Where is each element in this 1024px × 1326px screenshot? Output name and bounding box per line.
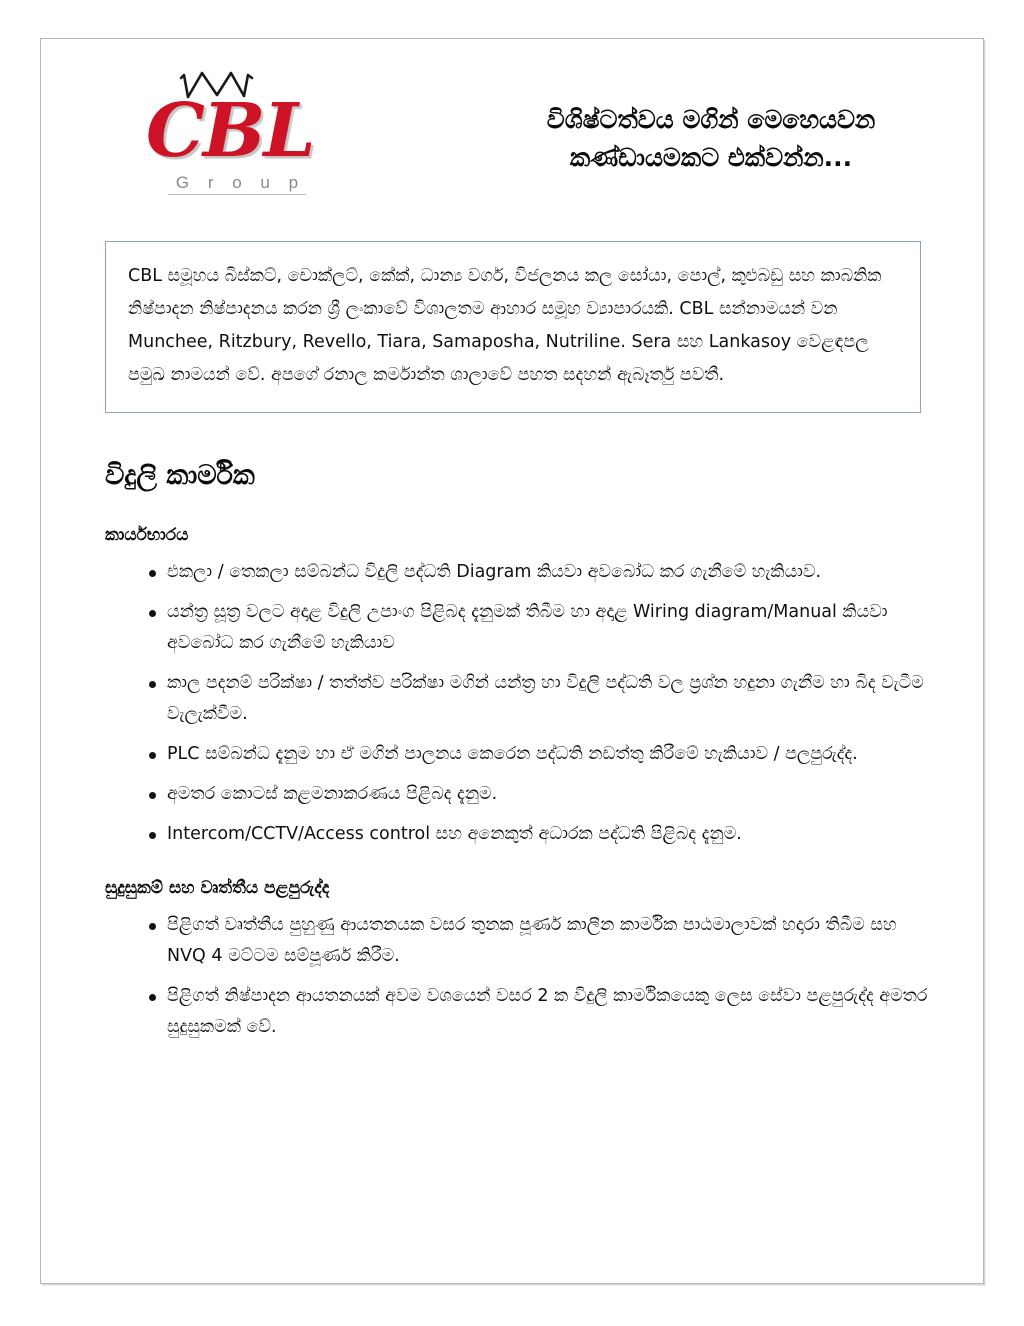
list-item: යන්ත්‍ර සූත්‍ර වලට අදාළ විදුලි උපාංග පිළිබද දැනුමක් තිබීම හා අදාළ Wiring diagram/Manual කියවා අවබෝධ කර ගැනීමේ හැකියාව [105, 597, 935, 659]
document-header [41, 39, 983, 217]
list-item: කාල පදනම් පරික්ෂා / තත්ත්ව පරික්ෂා මගින් යන්ත්‍ර හා විදුලි පද්ධති වල ප්‍රශ්න හදුනා ගැනීම හා බිද වැටීම වැලැක්වීම. [105, 668, 935, 730]
page-headline [461, 101, 961, 177]
responsibilities-heading: කාර්යභාරය [105, 525, 189, 545]
headline-line-1: විශිෂ්ටත්වය මගින් මෙහෙයවන [546, 105, 876, 134]
list-item: Intercom/CCTV/Access control සහ අනෙකුත් අධාරක පද්ධති පිළිබද දැනුම. [105, 819, 935, 850]
company-intro-text: CBL සමූහය බිස්කට්, චොක්ලට්, කේක්, ධාන්‍ය වර්ග, විජලනය කල සෝයා, පොල්, කුළුබඩු සහ කාබනික නිෂ්පාදන නිෂ්පාදනය කරන ශ්‍රී ලංකාවේ විශාලතම ආහාර සමූහ ව්‍යාපාරයකි. CBL සන්නාමයන් වන Munchee, Ritzbury, Revello, Tiara, Samaposha, Nutriline. Sera සහ Lankasoy වෙළඳපල පමුඛ නාමයන් වේ. අපගේ රනාල කර්මාන්ත ශාලාවේ පහත සදහන් ඇබෑර්තු පවතී. [128, 266, 882, 385]
logo-subtitle: G r o u p [168, 173, 306, 195]
list-item: අමතර කොටස් කළමනාකරණය පිළිබද දැනුම. [105, 779, 935, 810]
logo-wordmark: CBL [146, 88, 314, 174]
qualifications-list [105, 910, 935, 1043]
headline-line-2: කණ්ඩායමකට එක්වන්න... [569, 143, 853, 172]
responsibilities-list [105, 557, 935, 850]
company-intro-box [105, 241, 921, 413]
qualifications-heading: සුදුසුකම් සහ වෘත්තීය පළපුරුද්ද [105, 878, 330, 898]
list-item: පිළිගත් නිෂ්පාදන ආයතනයක් අවම වශයෙන් වසර 2 ක විදුලි කාර්මිකයෙකු ලෙස සේවා පළපුරුද්ද අමතර සුදුසුකමක් වේ. [105, 981, 935, 1043]
cbl-group-logo [146, 69, 326, 201]
job-listing-body [105, 459, 935, 1052]
job-title: විදුලි කාර්මික [105, 460, 255, 491]
list-item: එකලා / තෙකලා සම්බන්ධ විදුලි පද්ධති Diagram කියවා අවබෝධ කර ගැනීමේ හැකියාව. [105, 557, 935, 588]
list-item: පිළිගත් වෘත්තීය පුහුණු ආයතනයක වසර තුනක පූර්ණ කාලීන කාර්මික පාඨමාලාවක් හදාරා තිබීම සහ NVQ 4 මට්ටම සම්පූර්ණ කිරීම. [105, 910, 935, 972]
list-item: PLC සම්බන්ධ දැනුම හා ඒ මගින් පාලනය කෙරෙන පද්ධති නඩත්තු කිරීමේ හැකියාව / පලපුරුද්ද. [105, 739, 935, 770]
document-page [40, 38, 984, 1284]
